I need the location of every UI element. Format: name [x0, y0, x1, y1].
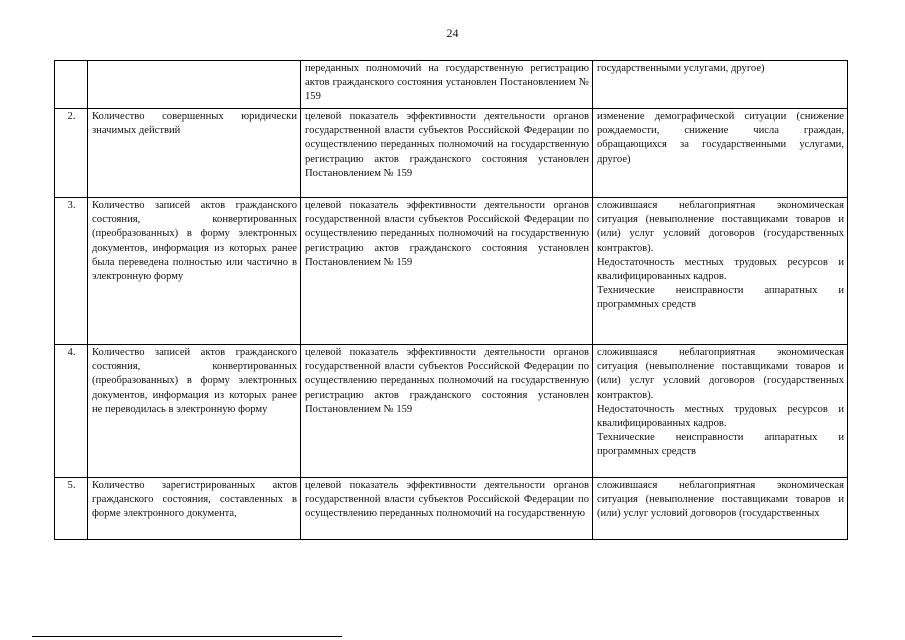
- risk-cell: [593, 198, 848, 345]
- row-number-cell: 4.: [55, 345, 88, 478]
- page-number: 24: [446, 26, 459, 40]
- risk-cell: [593, 109, 848, 198]
- risk-text: изменение демографической ситуации (снижение рождаемости, снижение числа граждан, обращающихся за государственными услугами, другое): [597, 111, 844, 165]
- indicator-name-cell: Количество совершенных юридически значимых действий: [88, 109, 301, 198]
- table-row: [55, 109, 848, 198]
- indicator-name-cell: Количество записей актов гражданского состояния, конвертированных (преобразованных) в форму электронных документов, информация из которых ранее не переводилась в электронную форму: [88, 345, 301, 478]
- indicator-name-cell: Количество записей актов гражданского состояния, конвертированных (преобразованных) в форму электронных документов, информация из которых ранее была переведена полностью или частично в электронную форму: [88, 198, 301, 345]
- table-row: [55, 198, 848, 345]
- risk-text: сложившаяся неблагоприятная экономическая ситуация (невыполнение поставщиками товаров и (или) услуг условий договоров (государственных контрактов).: [597, 200, 844, 254]
- row-number-cell: 3.: [55, 198, 88, 345]
- basis-cell: целевой показатель эффективности деятельности органов государственной власти субъектов Российской Федерации по осуществлению переданных полномочий на государственную: [301, 478, 593, 540]
- indicator-name-cell: [88, 61, 301, 109]
- indicator-name-cell: Количество зарегистрированных актов гражданского состояния, составленных в форме электронного документа,: [88, 478, 301, 540]
- risk-text: Технические неисправности аппаратных и программных средств: [597, 432, 844, 458]
- risk-text: Недостаточность местных трудовых ресурсов и квалифицированных кадров.: [597, 256, 844, 283]
- row-number-cell: 2.: [55, 109, 88, 198]
- basis-cell: переданных полномочий на государственную регистрацию актов гражданского состояния установлен Постановлением № 159: [301, 61, 593, 109]
- row-number-cell: 5.: [55, 478, 88, 540]
- risk-cell: [593, 61, 848, 109]
- table-row: [55, 345, 848, 478]
- table-row: [55, 478, 848, 540]
- footnote-separator: [32, 636, 342, 637]
- risk-text: государственными услугами, другое): [597, 63, 765, 74]
- basis-cell: целевой показатель эффективности деятельности органов государственной власти субъектов Российской Федерации по осуществлению переданных полномочий на государственную регистрацию актов гражданского состояния установлен Постановлением № 159: [301, 198, 593, 345]
- row-number-cell: [55, 61, 88, 109]
- risk-cell: [593, 478, 848, 540]
- risk-text: сложившаяся неблагоприятная экономическая ситуация (невыполнение поставщиками товаров и (или) услуг условий договоров (государственных: [597, 480, 844, 520]
- risk-text: сложившаяся неблагоприятная экономическая ситуация (невыполнение поставщиками товаров и (или) услуг условий договоров (государственных контрактов).: [597, 347, 844, 401]
- basis-cell: целевой показатель эффективности деятельности органов государственной власти субъектов Российской Федерации по осуществлению переданных полномочий на государственную регистрацию актов гражданского состояния установлен Постановлением № 159: [301, 345, 593, 478]
- basis-cell: целевой показатель эффективности деятельности органов государственной власти субъектов Российской Федерации по осуществлению переданных полномочий на государственную регистрацию актов гражданского состояния установлен Постановлением № 159: [301, 109, 593, 198]
- risk-cell: [593, 345, 848, 478]
- risk-text: Недостаточность местных трудовых ресурсов и квалифицированных кадров.: [597, 403, 844, 430]
- risk-text: Технические неисправности аппаратных и программных средств: [597, 285, 844, 311]
- table-row: [55, 61, 848, 109]
- indicators-table: [54, 60, 848, 540]
